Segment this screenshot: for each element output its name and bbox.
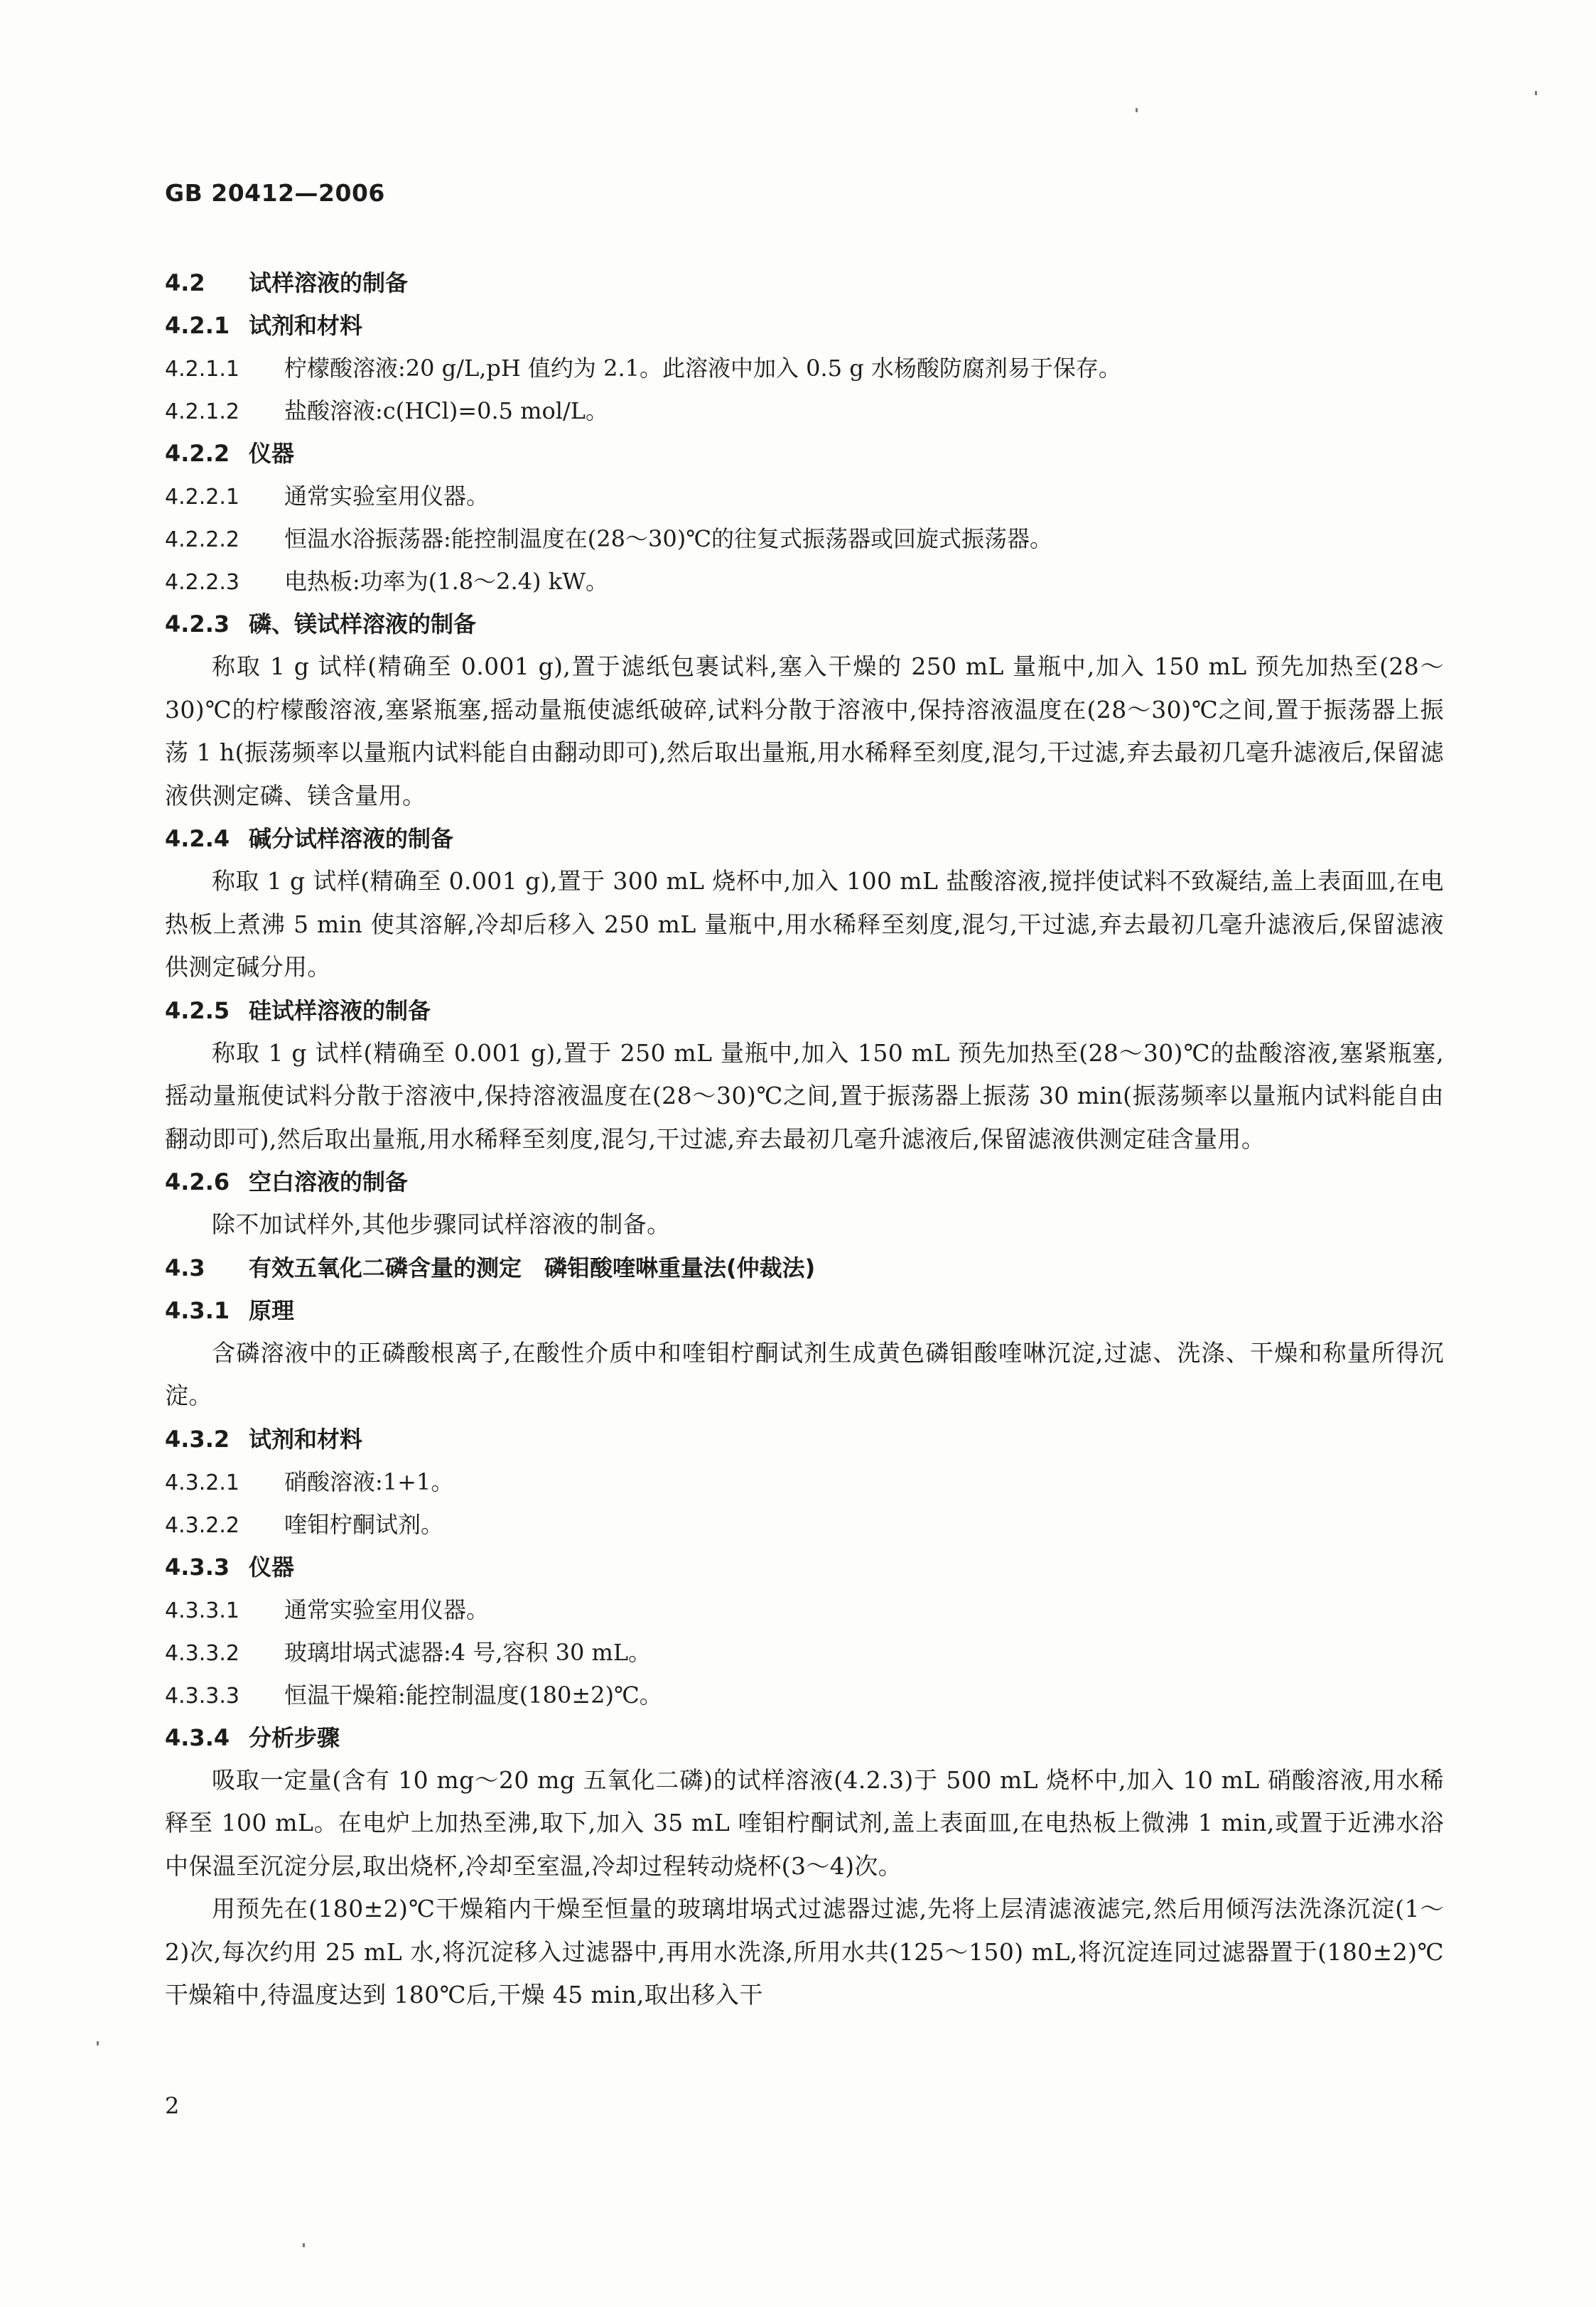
section-heading <box>165 1247 1444 1289</box>
paragraph: 除不加试样外,其他步骤同试样溶液的制备。 <box>212 1210 671 1238</box>
clause-item <box>165 517 1444 560</box>
clause-text: 盐酸溶液:c(HCl)=0.5 mol/L。 <box>284 397 609 424</box>
clause-number: 4.2.2.1 <box>165 485 239 510</box>
paragraph: 含磷溶液中的正磷酸根离子,在酸性介质中和喹钼柠酮试剂生成黄色磷钼酸喹啉沉淀,过滤、洗涤、干燥和称量所得沉淀。 <box>165 1338 1444 1409</box>
clause-number: 4.2.2.3 <box>165 570 239 595</box>
clause-item <box>165 1503 1444 1546</box>
section-number: 4.2.6 <box>165 1168 230 1195</box>
clause-number: 4.2.1.2 <box>165 399 239 424</box>
clause-text: 喹钼柠酮试剂。 <box>284 1510 444 1538</box>
clause-number: 4.3.3.3 <box>165 1683 239 1709</box>
scan-speck <box>303 2243 305 2247</box>
clause-number: 4.3.3.1 <box>165 1598 239 1623</box>
paragraph: 称取 1 g 试样(精确至 0.001 g),置于 250 mL 量瓶中,加入 150 mL 预先加热至(28～30)℃的盐酸溶液,塞紧瓶塞,摇动量瓶使试料分散于溶液中,保持溶液温度在(28～30)℃之间,置于振荡器上振荡 30 min(振荡频率以量瓶内试料能自由翻动即可),然后取出量瓶,用水稀释至刻度,混匀,干过滤,弃去最初几毫升滤液后,保留滤液供测定硅含量用。 <box>165 1038 1444 1153</box>
clause-text: 恒温水浴振荡器:能控制温度在(28～30)℃的往复式振荡器或回旋式振荡器。 <box>284 525 1052 552</box>
section-title: 原理 <box>249 1296 295 1324</box>
section-heading <box>165 1716 1444 1759</box>
section-heading <box>165 989 1444 1032</box>
clause-item <box>165 475 1444 517</box>
section-title: 仪器 <box>249 440 295 467</box>
section-title: 分析步骤 <box>249 1723 340 1751</box>
section-heading <box>165 1418 1444 1461</box>
section-heading <box>165 262 1444 304</box>
section-number: 4.2.3 <box>165 611 230 638</box>
section-number: 4.3.2 <box>165 1425 230 1453</box>
document-code: GB 20412—2006 <box>165 179 385 207</box>
paragraph: 吸取一定量(含有 10 mg～20 mg 五氧化二磷)的试样溶液(4.2.3)于 500 mL 烧杯中,加入 10 mL 硝酸溶液,用水稀释至 100 mL。在电炉上加热至沸,取下,加入 35 mL 喹钼柠酮试剂,盖上表面皿,在电热板上微沸 1 min,或置于近沸水浴中保温至沉淀分层,取出烧杯,冷却至室温,冷却过程转动烧杯(3～4)次。 <box>165 1765 1444 1880</box>
clause-item <box>165 347 1444 389</box>
section-number: 4.2.2 <box>165 440 230 467</box>
section-heading <box>165 1546 1444 1588</box>
section-title: 磷、镁试样溶液的制备 <box>249 611 477 638</box>
paragraph: 称取 1 g 试样(精确至 0.001 g),置于滤纸包裹试料,塞入干燥的 250 mL 量瓶中,加入 150 mL 预先加热至(28～30)℃的柠檬酸溶液,塞紧瓶塞,摇动量瓶使滤纸破碎,试料分散于溶液中,保持溶液温度在(28～30)℃之间,置于振荡器上振荡 1 h(振荡频率以量瓶内试料能自由翻动即可),然后取出量瓶,用水稀释至刻度,混匀,干过滤,弃去最初几毫升滤液后,保留滤液供测定磷、镁含量用。 <box>165 652 1444 810</box>
clause-text: 电热板:功率为(1.8～2.4) kW。 <box>284 568 608 595</box>
clause-text: 通常实验室用仪器。 <box>284 483 490 510</box>
clause-number: 4.2.1.1 <box>165 357 239 382</box>
section-title: 试剂和材料 <box>249 1425 363 1453</box>
section-number: 4.2.1 <box>165 312 230 339</box>
section-heading <box>165 1161 1444 1203</box>
clause-number: 4.2.2.2 <box>165 527 239 552</box>
clause-text: 恒温干燥箱:能控制温度(180±2)℃。 <box>284 1681 662 1709</box>
clause-text: 硝酸溶液:1+1。 <box>284 1468 454 1495</box>
document-body <box>165 262 1444 2017</box>
section-title: 仪器 <box>249 1553 295 1581</box>
clause-item <box>165 1674 1444 1716</box>
clause-text: 柠檬酸溶液:20 g/L,pH 值约为 2.1。此溶液中加入 0.5 g 水杨酸防腐剂易于保存。 <box>284 355 1121 382</box>
section-title: 碱分试样溶液的制备 <box>249 825 454 852</box>
scan-speck <box>97 2041 99 2045</box>
section-heading <box>165 603 1444 645</box>
section-number: 4.2.4 <box>165 825 230 852</box>
scan-speck <box>1535 91 1537 95</box>
clause-item <box>165 560 1444 603</box>
section-title: 硅试样溶液的制备 <box>249 996 431 1024</box>
clause-text: 通常实验室用仪器。 <box>284 1596 490 1623</box>
section-number: 4.3 <box>165 1254 205 1281</box>
paragraph: 用预先在(180±2)℃干燥箱内干燥至恒量的玻璃坩埚式过滤器过滤,先将上层清滤液滤完,然后用倾泻法洗涤沉淀(1～2)次,每次约用 25 mL 水,将沉淀移入过滤器中,再用水洗涤,所用水共(125～150) mL,将沉淀连同过滤器置于(180±2)℃干燥箱中,待温度达到 180℃后,干燥 45 min,取出移入干 <box>165 1895 1444 2008</box>
section-title: 空白溶液的制备 <box>249 1168 409 1195</box>
clause-number: 4.3.2.2 <box>165 1512 239 1538</box>
section-number: 4.3.3 <box>165 1553 230 1581</box>
section-number: 4.2 <box>165 269 205 296</box>
section-number: 4.3.4 <box>165 1723 230 1751</box>
section-title: 试样溶液的制备 <box>249 269 409 296</box>
clause-item <box>165 389 1444 432</box>
section-heading <box>165 1289 1444 1332</box>
section-title: 有效五氧化二磷含量的测定 磷钼酸喹啉重量法(仲裁法) <box>249 1254 816 1281</box>
scan-speck <box>1136 108 1138 112</box>
clause-item <box>165 1588 1444 1631</box>
section-heading <box>165 432 1444 475</box>
paragraph: 称取 1 g 试样(精确至 0.001 g),置于 300 mL 烧杯中,加入 100 mL 盐酸溶液,搅拌使试料不致凝结,盖上表面皿,在电热板上煮沸 5 min 使其溶解,冷却后移入 250 mL 量瓶中,用水稀释至刻度,混匀,干过滤,弃去最初几毫升滤液后,保留滤液供测定碱分用。 <box>165 867 1444 981</box>
section-heading <box>165 817 1444 860</box>
section-number: 4.3.1 <box>165 1296 230 1324</box>
clause-item <box>165 1461 1444 1503</box>
section-title: 试剂和材料 <box>249 312 363 339</box>
clause-number: 4.3.3.2 <box>165 1640 239 1666</box>
clause-item <box>165 1631 1444 1674</box>
section-number: 4.2.5 <box>165 996 230 1024</box>
clause-number: 4.3.2.1 <box>165 1470 239 1495</box>
section-heading <box>165 304 1444 347</box>
page-number: 2 <box>165 2092 180 2119</box>
clause-text: 玻璃坩埚式滤器:4 号,容积 30 mL。 <box>284 1638 652 1666</box>
